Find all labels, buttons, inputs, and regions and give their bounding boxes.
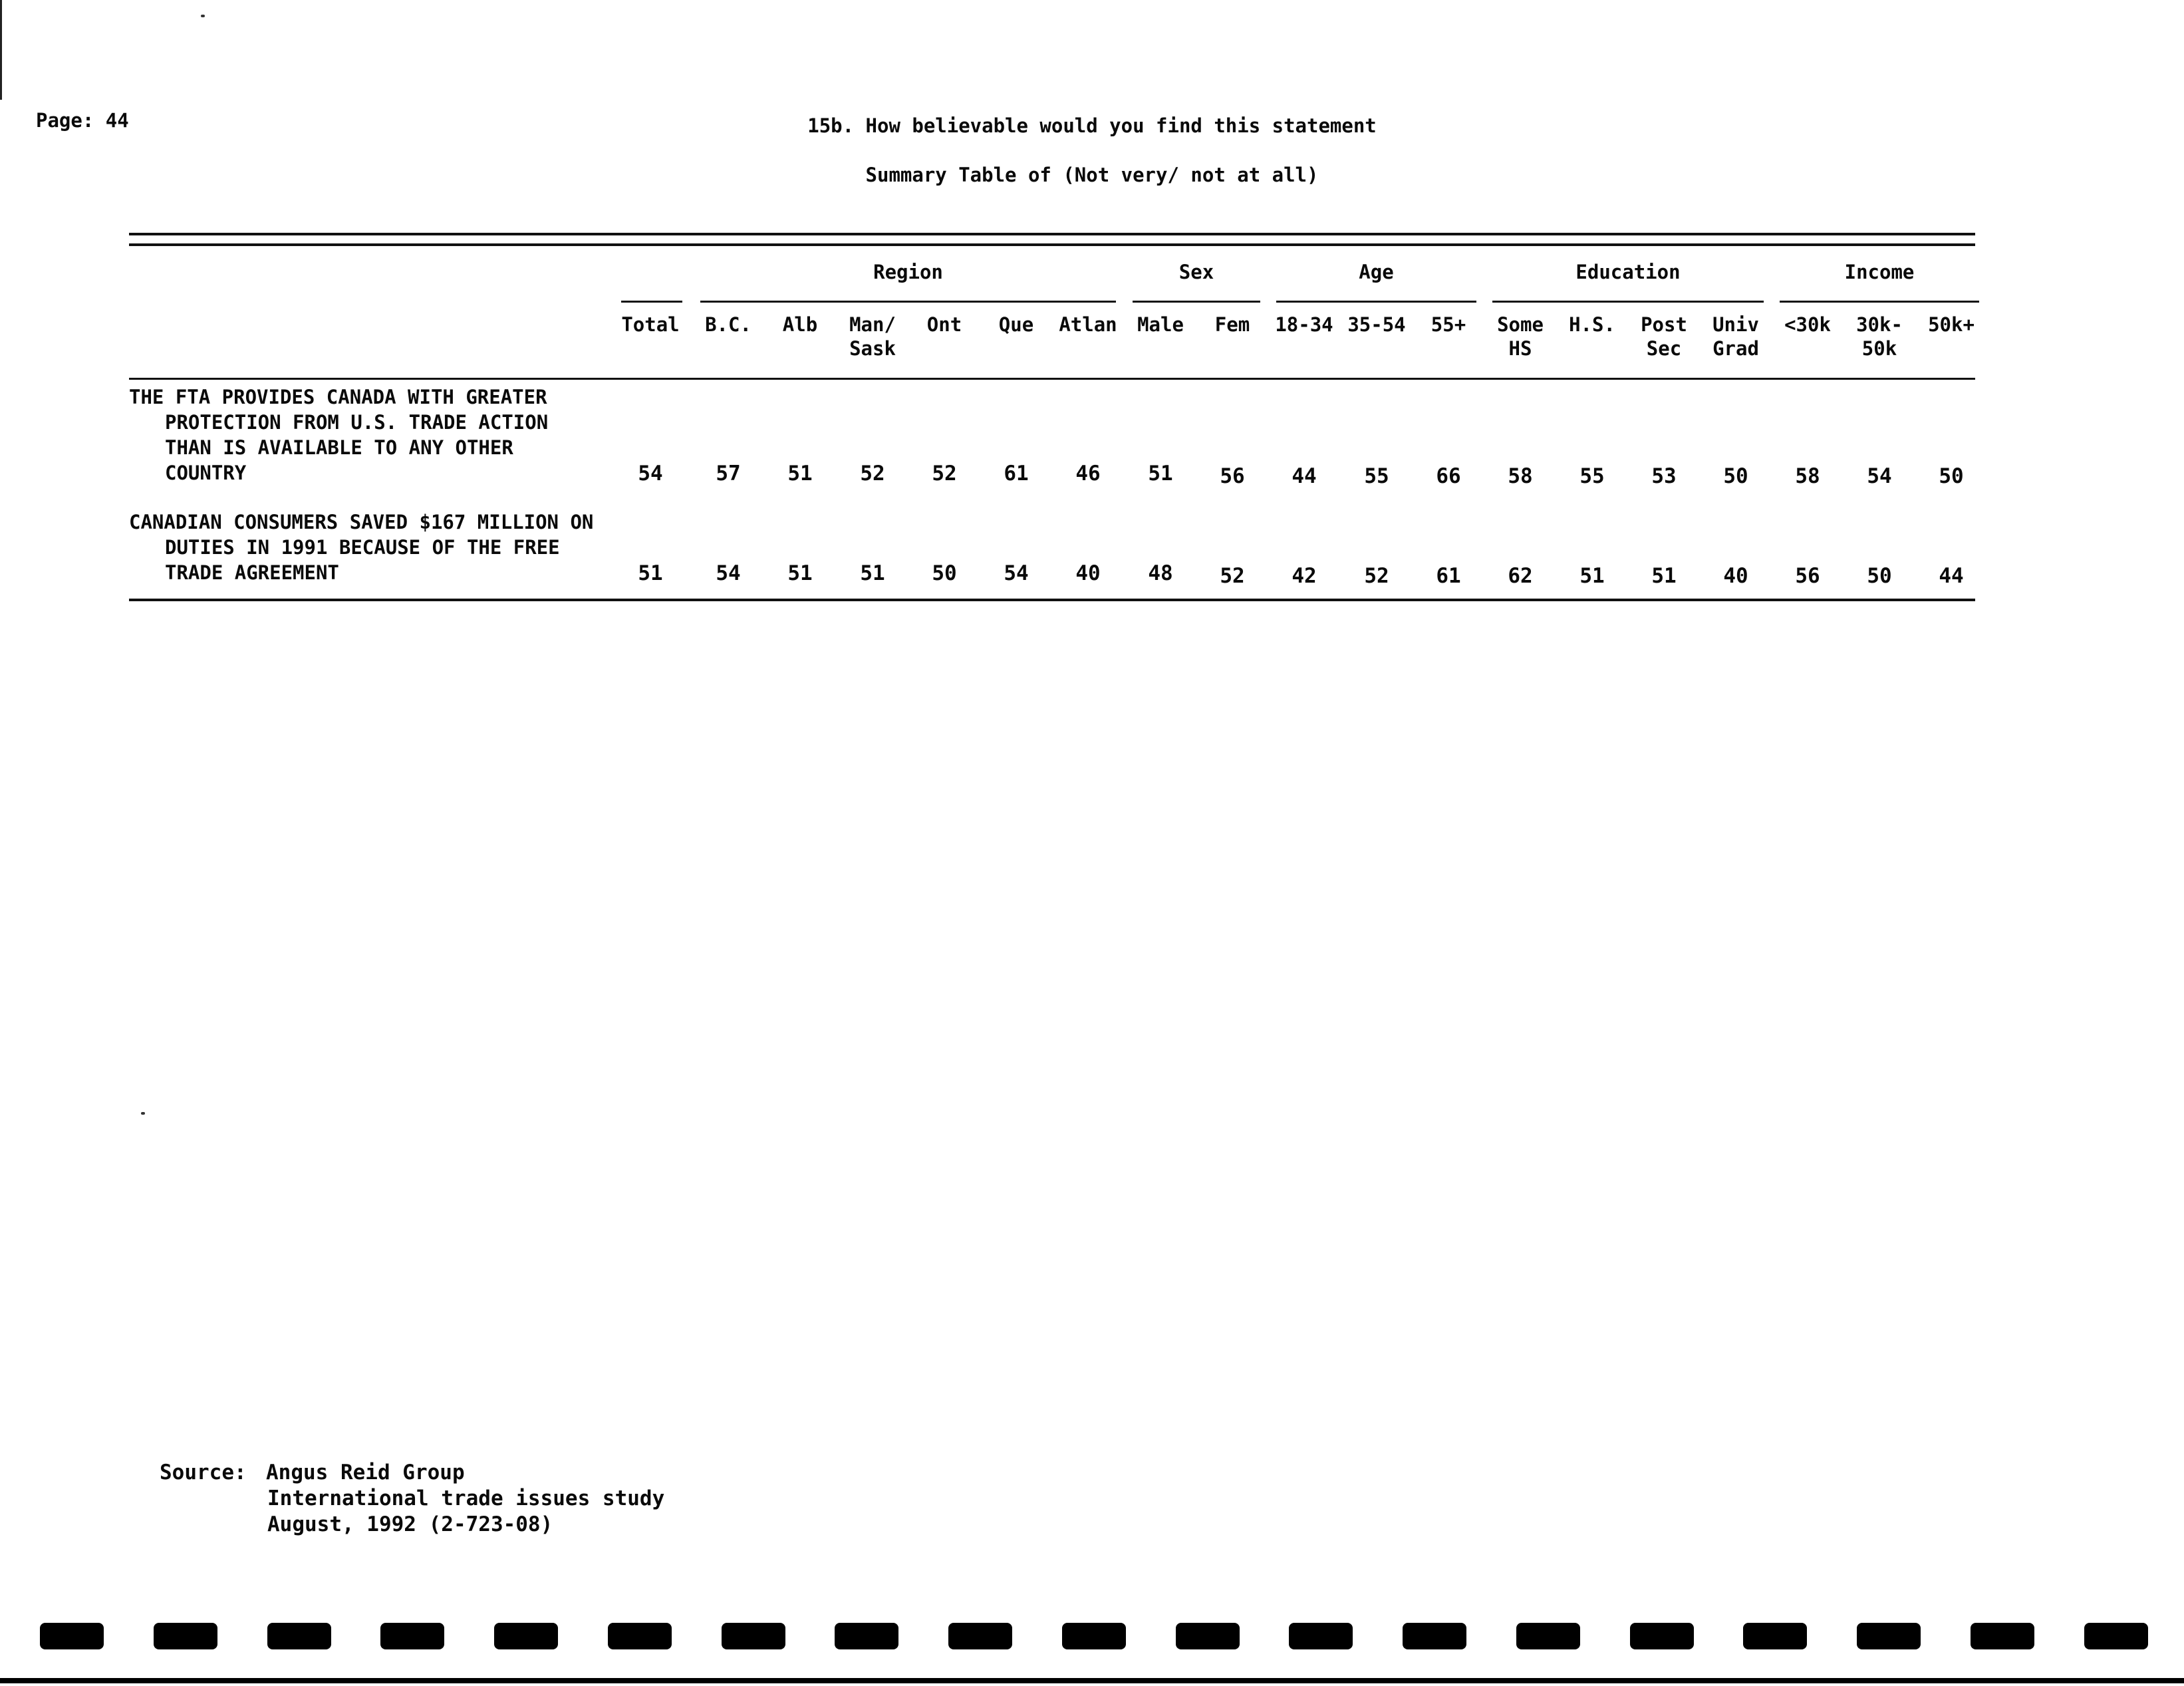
group-underline [700, 301, 1116, 303]
binding-mark [835, 1623, 898, 1649]
header-rule [129, 378, 1975, 380]
binding-mark [948, 1623, 1012, 1649]
table-cell: 54 [1004, 561, 1029, 585]
column-header: Univ Grad [1712, 313, 1759, 360]
table-cell: 55 [1579, 464, 1605, 488]
group-header-sex: Sex [1178, 261, 1214, 283]
row-label-line: PROTECTION FROM U.S. TRADE ACTION [165, 411, 549, 434]
table-cell: 55 [1364, 464, 1389, 488]
binding-mark [1743, 1623, 1807, 1649]
group-underline [1492, 301, 1764, 303]
binding-mark [1062, 1623, 1126, 1649]
table-cell: 42 [1292, 564, 1317, 588]
table-subtitle: Summary Table of (Not very/ not at all) [865, 164, 1319, 186]
top-rule [129, 233, 1975, 235]
column-header: <30k [1784, 313, 1831, 336]
table-cell: 61 [1004, 462, 1029, 486]
column-header: B.C. [705, 313, 751, 336]
table-cell: 52 [1364, 564, 1389, 588]
table-cell: 54 [1867, 464, 1892, 488]
top-rule-double [129, 243, 1975, 246]
binding-mark [267, 1623, 331, 1649]
question-title: 15b. How believable would you find this statement [807, 114, 1377, 137]
table-cell: 40 [1723, 564, 1748, 588]
column-header: Que [998, 313, 1034, 336]
column-header: H.S. [1569, 313, 1615, 336]
binding-mark [1971, 1623, 2034, 1649]
binding-mark [40, 1623, 104, 1649]
column-header: 55+ [1431, 313, 1466, 336]
table-cell: 51 [787, 462, 813, 486]
row-label-line: COUNTRY [165, 462, 247, 484]
row-label [129, 384, 548, 486]
column-header: Fem [1214, 313, 1250, 336]
table-cell: 40 [1075, 561, 1101, 585]
table-cell: 56 [1220, 464, 1245, 488]
table-cell: 53 [1651, 464, 1677, 488]
binding-mark [1516, 1623, 1580, 1649]
table-cell: 51 [638, 561, 663, 585]
column-header: Alb [782, 313, 818, 336]
table-cell: 51 [1579, 564, 1605, 588]
table-cell: 50 [932, 561, 957, 585]
table-cell: 58 [1795, 464, 1820, 488]
group-header-education: Education [1575, 261, 1681, 283]
scan-speck [201, 15, 205, 17]
table-cell: 51 [1651, 564, 1677, 588]
binding-mark [494, 1623, 558, 1649]
row-label [129, 509, 593, 585]
source-line: August, 1992 (2-723-08) [267, 1512, 553, 1536]
group-header-age: Age [1359, 261, 1394, 283]
binding-mark [608, 1623, 672, 1649]
table-cell: 50 [1939, 464, 1964, 488]
table-cell: 52 [1220, 564, 1245, 588]
binding-mark [154, 1623, 217, 1649]
table-cell: 66 [1436, 464, 1461, 488]
row-label-line: TRADE AGREEMENT [165, 561, 339, 584]
column-header: Male [1137, 313, 1184, 336]
column-header: Post Sec [1641, 313, 1687, 360]
group-header-income: Income [1844, 261, 1915, 283]
group-underline [1276, 301, 1476, 303]
page-edge [0, 0, 2, 100]
table-cell: 51 [1148, 462, 1173, 486]
column-header: 30k- 50k [1856, 313, 1903, 360]
binding-mark [2084, 1623, 2148, 1649]
row-label-line: CANADIAN CONSUMERS SAVED $167 MILLION ON [129, 511, 594, 533]
table-cell: 52 [932, 462, 957, 486]
table-cell: 61 [1436, 564, 1461, 588]
table-cell: 51 [787, 561, 813, 585]
column-header: 18-34 [1275, 313, 1333, 336]
column-header: 35-54 [1347, 313, 1406, 336]
table-cell: 50 [1723, 464, 1748, 488]
group-header-region: Region [873, 261, 943, 283]
bottom-edge [0, 1678, 2184, 1683]
binding-mark [1403, 1623, 1466, 1649]
group-underline [1780, 301, 1979, 303]
table-cell: 46 [1075, 462, 1101, 486]
group-underline [1133, 301, 1260, 303]
row-label-line: THE FTA PROVIDES CANADA WITH GREATER [129, 386, 547, 408]
column-header: Some HS [1497, 313, 1544, 360]
bottom-rule [129, 599, 1975, 601]
row-label-line: THAN IS AVAILABLE TO ANY OTHER [165, 436, 513, 459]
table-cell: 54 [638, 462, 663, 486]
table-cell: 44 [1292, 464, 1317, 488]
table-cell: 50 [1867, 564, 1892, 588]
source-note [160, 1460, 664, 1538]
row-label-line: DUTIES IN 1991 BECAUSE OF THE FREE [165, 536, 560, 559]
column-header: Ont [926, 313, 962, 336]
binding-marks [40, 1623, 2148, 1655]
table-cell: 52 [860, 462, 885, 486]
column-header: Total [621, 313, 680, 336]
table-cell: 57 [716, 462, 741, 486]
source-label: Source: [160, 1461, 247, 1484]
table-cell: 62 [1508, 564, 1533, 588]
source-line: Angus Reid Group [266, 1461, 465, 1484]
table-cell: 56 [1795, 564, 1820, 588]
table-cell: 44 [1939, 564, 1964, 588]
column-header: 50k+ [1928, 313, 1975, 336]
page-number: Page: 44 [36, 109, 129, 132]
table-cell: 54 [716, 561, 741, 585]
binding-mark [722, 1623, 785, 1649]
table-cell: 51 [860, 561, 885, 585]
binding-mark [1857, 1623, 1921, 1649]
binding-mark [1176, 1623, 1240, 1649]
table-cell: 48 [1148, 561, 1173, 585]
binding-mark [1289, 1623, 1353, 1649]
binding-mark [1630, 1623, 1694, 1649]
table-cell: 58 [1508, 464, 1533, 488]
group-underline [621, 301, 682, 303]
scan-speck [141, 1112, 145, 1115]
binding-mark [380, 1623, 444, 1649]
column-header: Man/ Sask [849, 313, 896, 360]
source-line: International trade issues study [267, 1486, 665, 1510]
column-header: Atlan [1059, 313, 1117, 336]
